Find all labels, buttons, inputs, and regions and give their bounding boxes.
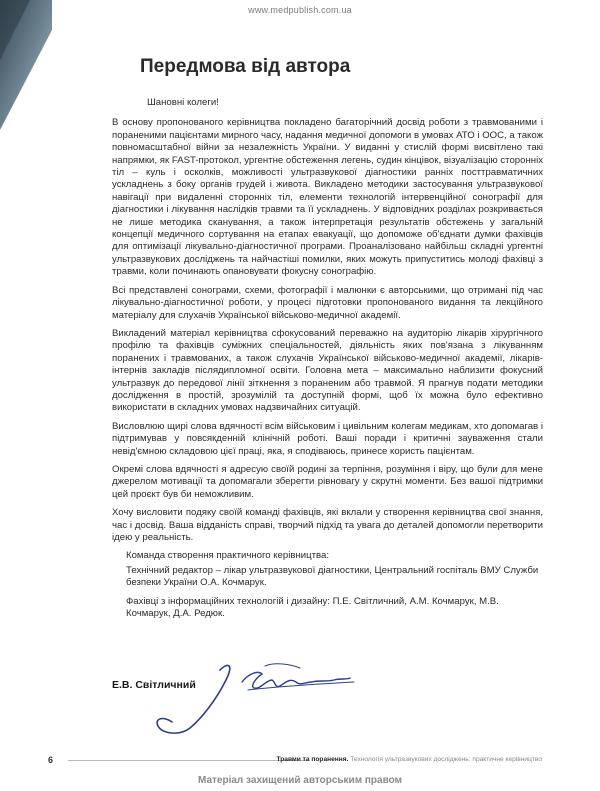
team-heading: Команда створення практичного керівництва: <box>126 550 329 562</box>
author-name: Е.В. Світличний <box>112 679 196 691</box>
paragraph: Окремі слова вдячності я адресую своїй родині за терпіння, розуміння і віру, що були для мене джерелом мотивації та допомагали зберегти рівновагу у скрутні моменти. Без вашої підтримки цей проєкт був би неможливим. <box>112 463 543 500</box>
greeting: Шановні колеги! <box>147 97 219 108</box>
paragraph: Висловлюю щирі слова вдячності всім військовим і цивільним колегам медикам, хто допомагав і підтримував у повсякденній клінічній роботі. Ваші поради і критичні зауваження стали невід'ємною складовою цієї праці, яка, я сподіваюсь, принесе користь пацієнтам. <box>112 420 543 457</box>
paragraph: Всі представлені сонограми, схеми, фотографії і малюнки є авторськими, що отримані під час лікувально-діагностичної роботи, у процесі підготовки пропонованого видання та лекційного матеріалу для слухачів Української військово-медичної академії. <box>112 284 543 321</box>
footer-running-title <box>276 756 542 763</box>
footer-book-subtitle: Технологія ультразвукових досліджень: практичне керівництво <box>350 756 542 763</box>
preface-body <box>112 97 543 626</box>
corner-decoration <box>0 0 52 130</box>
page-number: 6 <box>48 755 54 765</box>
page-title: Передмова від автора <box>140 56 351 77</box>
handwritten-signature <box>150 652 360 737</box>
header-site-url[interactable]: www.medpublish.com.ua <box>248 5 352 15</box>
team-editor: Технічний редактор – лікар ультразвукової діагностики, Центральний госпіталь ВМУ Служби безпеки України О.А. Кочмарук. <box>126 564 539 589</box>
paragraph: Хочу висловити подяку своїй команді фахівців, які вклали у створення керівництва свої знання, час і досвід. Ваша відданість справі, творчий підхід та увага до деталей допомогли перетворити ідею у реальність. <box>112 507 543 543</box>
footer-divider <box>68 760 308 761</box>
paragraph: В основу пропонованого керівництва покладено багаторічний досвід роботи з травмованими і пораненими пацієнтами мирного часу, надання медичної допомоги в умовах АТО і ООС, а також повномасштабної війни за незалежність України. У виданні у стислій формі висвітлено такі напрямки, як FAST-протокол, ургентне обстеження легень, судин кінцівок, візуалізацію сторонніх тіл – куль і осколків, можливості ультразвукової діагностики ранніх посттравматичних ускладнень з боку органів грудей і живота. Викладено методики застосування ультразвукової навігації при видаленні сторонніх тіл, елементи технологій інтервенційної сонографії для діагностики і лікування наслідків травми та її ускладнень. У відповідних розділах розкривається не лише методика сканування, а також інтерпретація результатів обстежень у загальній концепції медичного сортування на етапах евакуації, що допоможе об'єднати думки фахівців для оптимізації лікувально-діагностичної програми. Проаналізовано найбільш складні ургентні ультразвукових досліджень та найчастіші помилки, яких можуть припуститись молоді фахівці з травми, коли починають опановувати фокусну сонографію. <box>112 117 543 278</box>
paragraph: Викладений матеріал керівництва сфокусований переважно на аудиторію лікарів хірургічного профілю та фахівців суміжних спеціальностей, діяльність яких пов'язана з лікуванням поранених і травмованих, а також слухачів Української військово-медичної академії, лікарів-інтернів закладів післядипломної освіти. Головна мета – максимально наблизити фокусний ультразвук до передової лінії зіткнення з пораненим або травмой. Я прагнув подати методики дослідження в простій, зрозумілій та доступній формі, щоб їх можна було ефективно використати в складних умовах надзвичайних ситуацій. <box>112 327 543 414</box>
footer-book-title: Травми та поранення. <box>276 756 349 763</box>
team-specialists: Фахівці з інформаційних технологій і дизайну: П.Е. Світличний, А.М. Кочмарук, М.В. Кочмарук, Д.А. Редюк. <box>126 595 499 620</box>
copyright-notice: Матеріал захищений авторським правом <box>198 775 402 786</box>
